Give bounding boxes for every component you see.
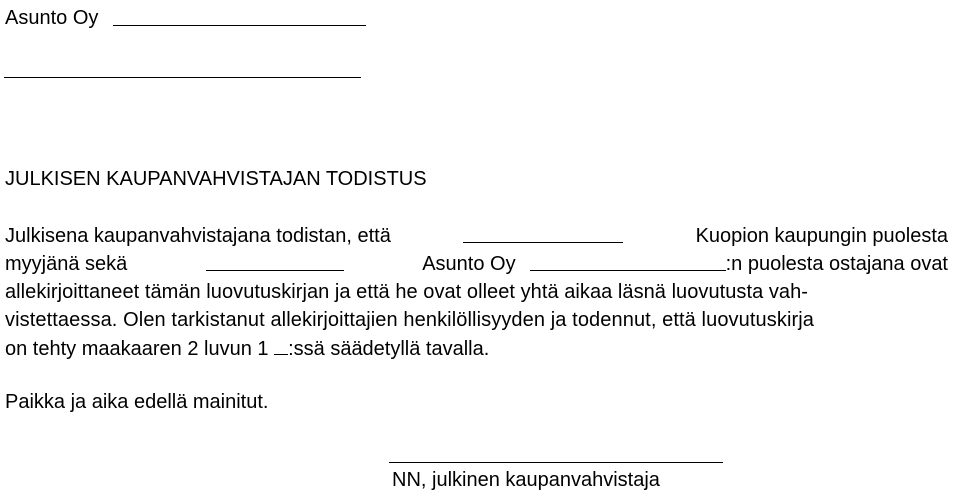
header-line: [5, 6, 98, 30]
body-line-3: allekirjoittaneet tämän luovutuskirjan ja että he ovat olleet yhtä aikaa läsnä luovutusta vah-: [5, 281, 808, 303]
body-line-2-start: myyjänä sekä: [5, 253, 128, 275]
buyer-group: [422, 252, 948, 276]
body-line-5-end: :ssä säädetyllä tavalla.: [288, 338, 490, 360]
body-line-4: vistettaessa. Olen tarkistanut allekirjoittajien henkilöllisyyden ja todennut, että luovutuskirja: [5, 309, 815, 331]
body-line-5-start: on tehty maakaaren 2 luvun 1: [5, 338, 269, 360]
signature-label: NN, julkinen kaupanvahvistaja: [392, 469, 660, 491]
document-title: JULKISEN KAUPANVAHVISTAJAN TODISTUS: [5, 168, 427, 190]
body-line-2-company: Asunto Oy: [422, 253, 516, 275]
body-line-1: [5, 224, 948, 248]
section-blank: [274, 336, 288, 355]
company-name: Asunto Oy: [5, 7, 99, 29]
second-blank-line: [4, 77, 361, 78]
seller-name-blank: [206, 252, 344, 271]
seller-blank: [463, 224, 623, 243]
body-line-5: [5, 336, 489, 361]
place-date: Paikka ja aika edellä mainitut.: [5, 391, 269, 413]
body-line-2: [5, 252, 948, 276]
signature-line: [389, 462, 723, 463]
body-line-1-end: Kuopion kaupungin puolesta: [695, 225, 948, 247]
company-blank-line: [113, 25, 366, 26]
buyer-blank: [530, 252, 726, 271]
body-line-1-start: Julkisena kaupanvahvistajana todistan, että: [5, 225, 391, 247]
body-line-2-end: :n puolesta ostajana ovat: [725, 253, 948, 275]
